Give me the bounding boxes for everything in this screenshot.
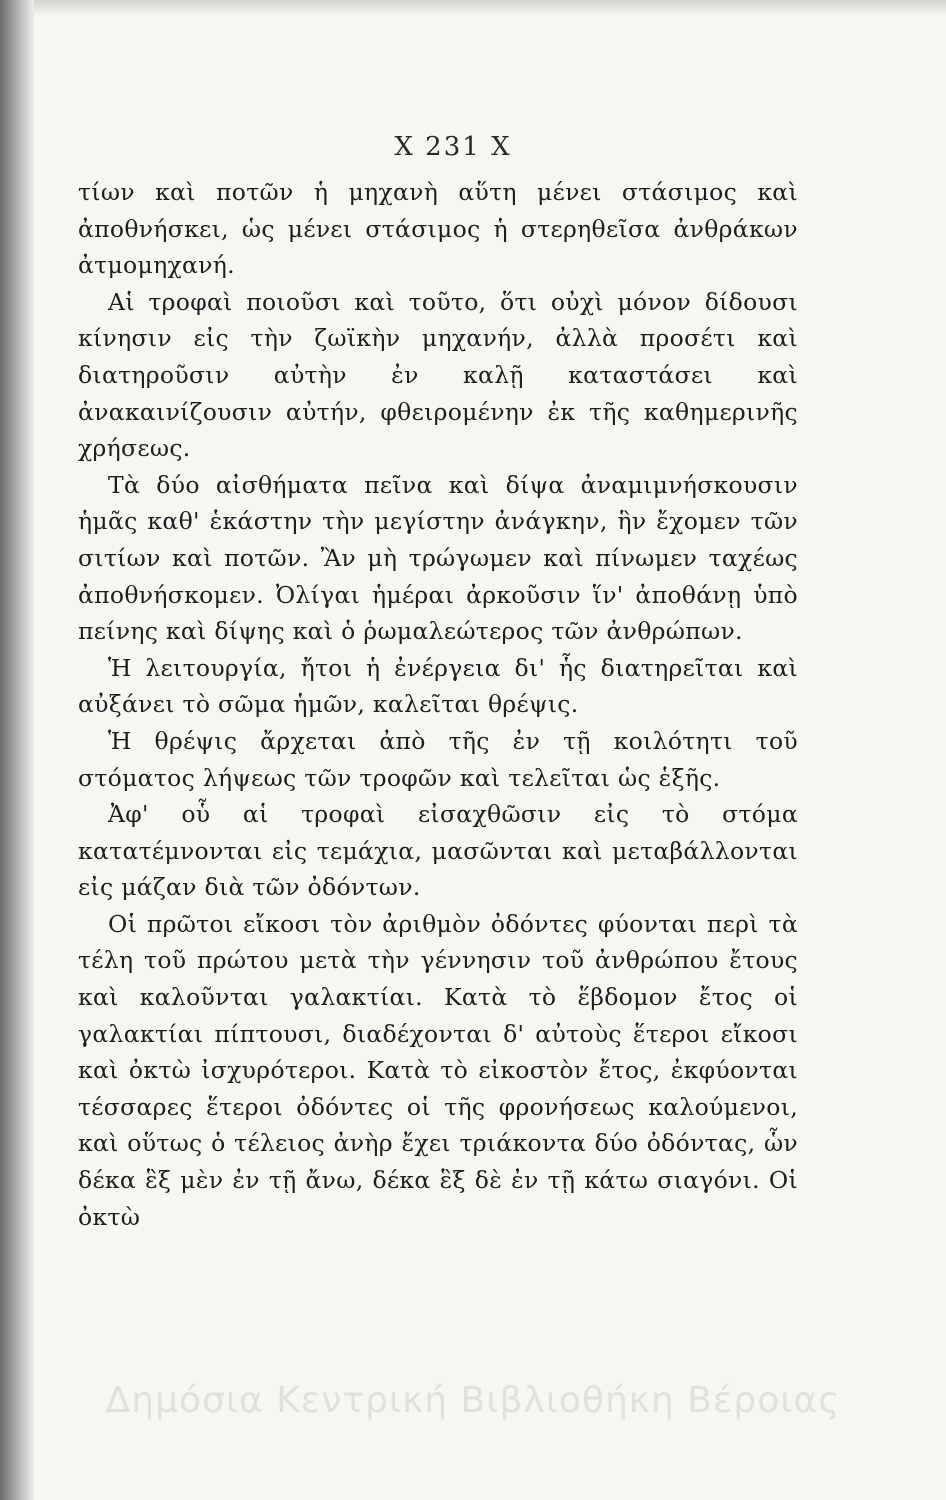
paragraph-7: Οἱ πρῶτοι εἴκοσι τὸν ἀριθμὸν ὀδόντες φύονται περὶ τὰ τέλη τοῦ πρώτου μετὰ τὴν γέννησιν τοῦ ἀνθρώπου ἔτους καὶ καλοῦνται γαλακτίαι. Κατὰ τὸ ἕβδομον ἔτος οἱ γαλακτίαι πίπτουσι, διαδέχονται δ' αὐτοὺς ἕτεροι εἴκοσι καὶ ὀκτὼ ἰσχυρότεροι. Κατὰ τὸ εἰκοστὸν ἔτος, ἐκφύονται τέσσαρες ἕτεροι ὀδόντες οἱ τῆς φρονήσεως καλούμενοι, καὶ οὕτως ὁ τέλειος ἀνὴρ ἔχει τριάκοντα δύο ὀδόντας, ὧν δέκα ἓξ μὲν ἐν τῇ ἄνω, δέκα ἓξ δὲ ἐν τῇ κάτω σιαγόνι. Οἱ ὀκτὼ (78, 909, 798, 1231)
paragraph-1: τίων καὶ ποτῶν ἡ μηχανὴ αὕτη μένει στάσιμος καὶ ἀποθνήσκει, ὡς μένει στάσιμος ἡ στερηθεῖσα ἀνθράκων ἀτμομηχανή. (78, 178, 798, 280)
paragraph-6: Ἀφ' οὗ αἱ τροφαὶ εἰσαχθῶσιν εἰς τὸ στόμα κατατέμνονται εἰς τεμάχια, μασῶνται καὶ μεταβάλλονται εἰς μάζαν διὰ τῶν ὀδόντων. (78, 800, 798, 902)
paragraph-3: Τὰ δύο αἰσθήματα πεῖνα καὶ δίψα ἀναμιμνήσκουσιν ἡμᾶς καθ' ἑκάστην τὴν μεγίστην ἀνάγκην, ἣν ἔχομεν τῶν σιτίων καὶ ποτῶν. Ἂν μὴ τρώγωμεν καὶ πίνωμεν ταχέως ἀποθνήσκομεν. Ὀλίγαι ἡμέραι ἀρκοῦσιν ἵν' ἀποθάνῃ ὑπὸ πείνης καὶ δίψης καὶ ὁ ῥωμαλεώτερος τῶν ἀνθρώπων. (78, 470, 798, 646)
book-page (78, 120, 798, 1235)
paragraph-2: Αἱ τροφαὶ ποιοῦσι καὶ τοῦτο, ὅτι οὐχὶ μόνον δίδουσι κίνησιν εἰς τὴν ζωϊκὴν μηχανήν, ἀλλὰ προσέτι καὶ διατηροῦσιν αὐτὴν ἐν καλῇ καταστάσει καὶ ἀνακαινίζουσιν αὐτήν, φθειρομένην ἐκ τῆς καθημερινῆς χρήσεως. (78, 287, 798, 463)
page-top-edge (34, 0, 946, 16)
book-spine-shadow (0, 0, 34, 1500)
page-number-header: Χ 231 Χ (394, 132, 512, 162)
page-body-text (78, 174, 798, 1235)
paragraph-4: Ἡ λειτουργία, ἤτοι ἡ ἐνέργεια δι' ἧς διατηρεῖται καὶ αὐξάνει τὸ σῶμα ἡμῶν, καλεῖται θρέψις. (78, 653, 798, 719)
library-watermark: Δημόσια Κεντρική Βιβλιοθήκη Βέροιας (105, 1380, 841, 1421)
paragraph-5: Ἡ θρέψις ἄρχεται ἀπὸ τῆς ἐν τῇ κοιλότητι τοῦ στόματος λήψεως τῶν τροφῶν καὶ τελεῖται ὡς ἑξῆς. (78, 726, 798, 792)
